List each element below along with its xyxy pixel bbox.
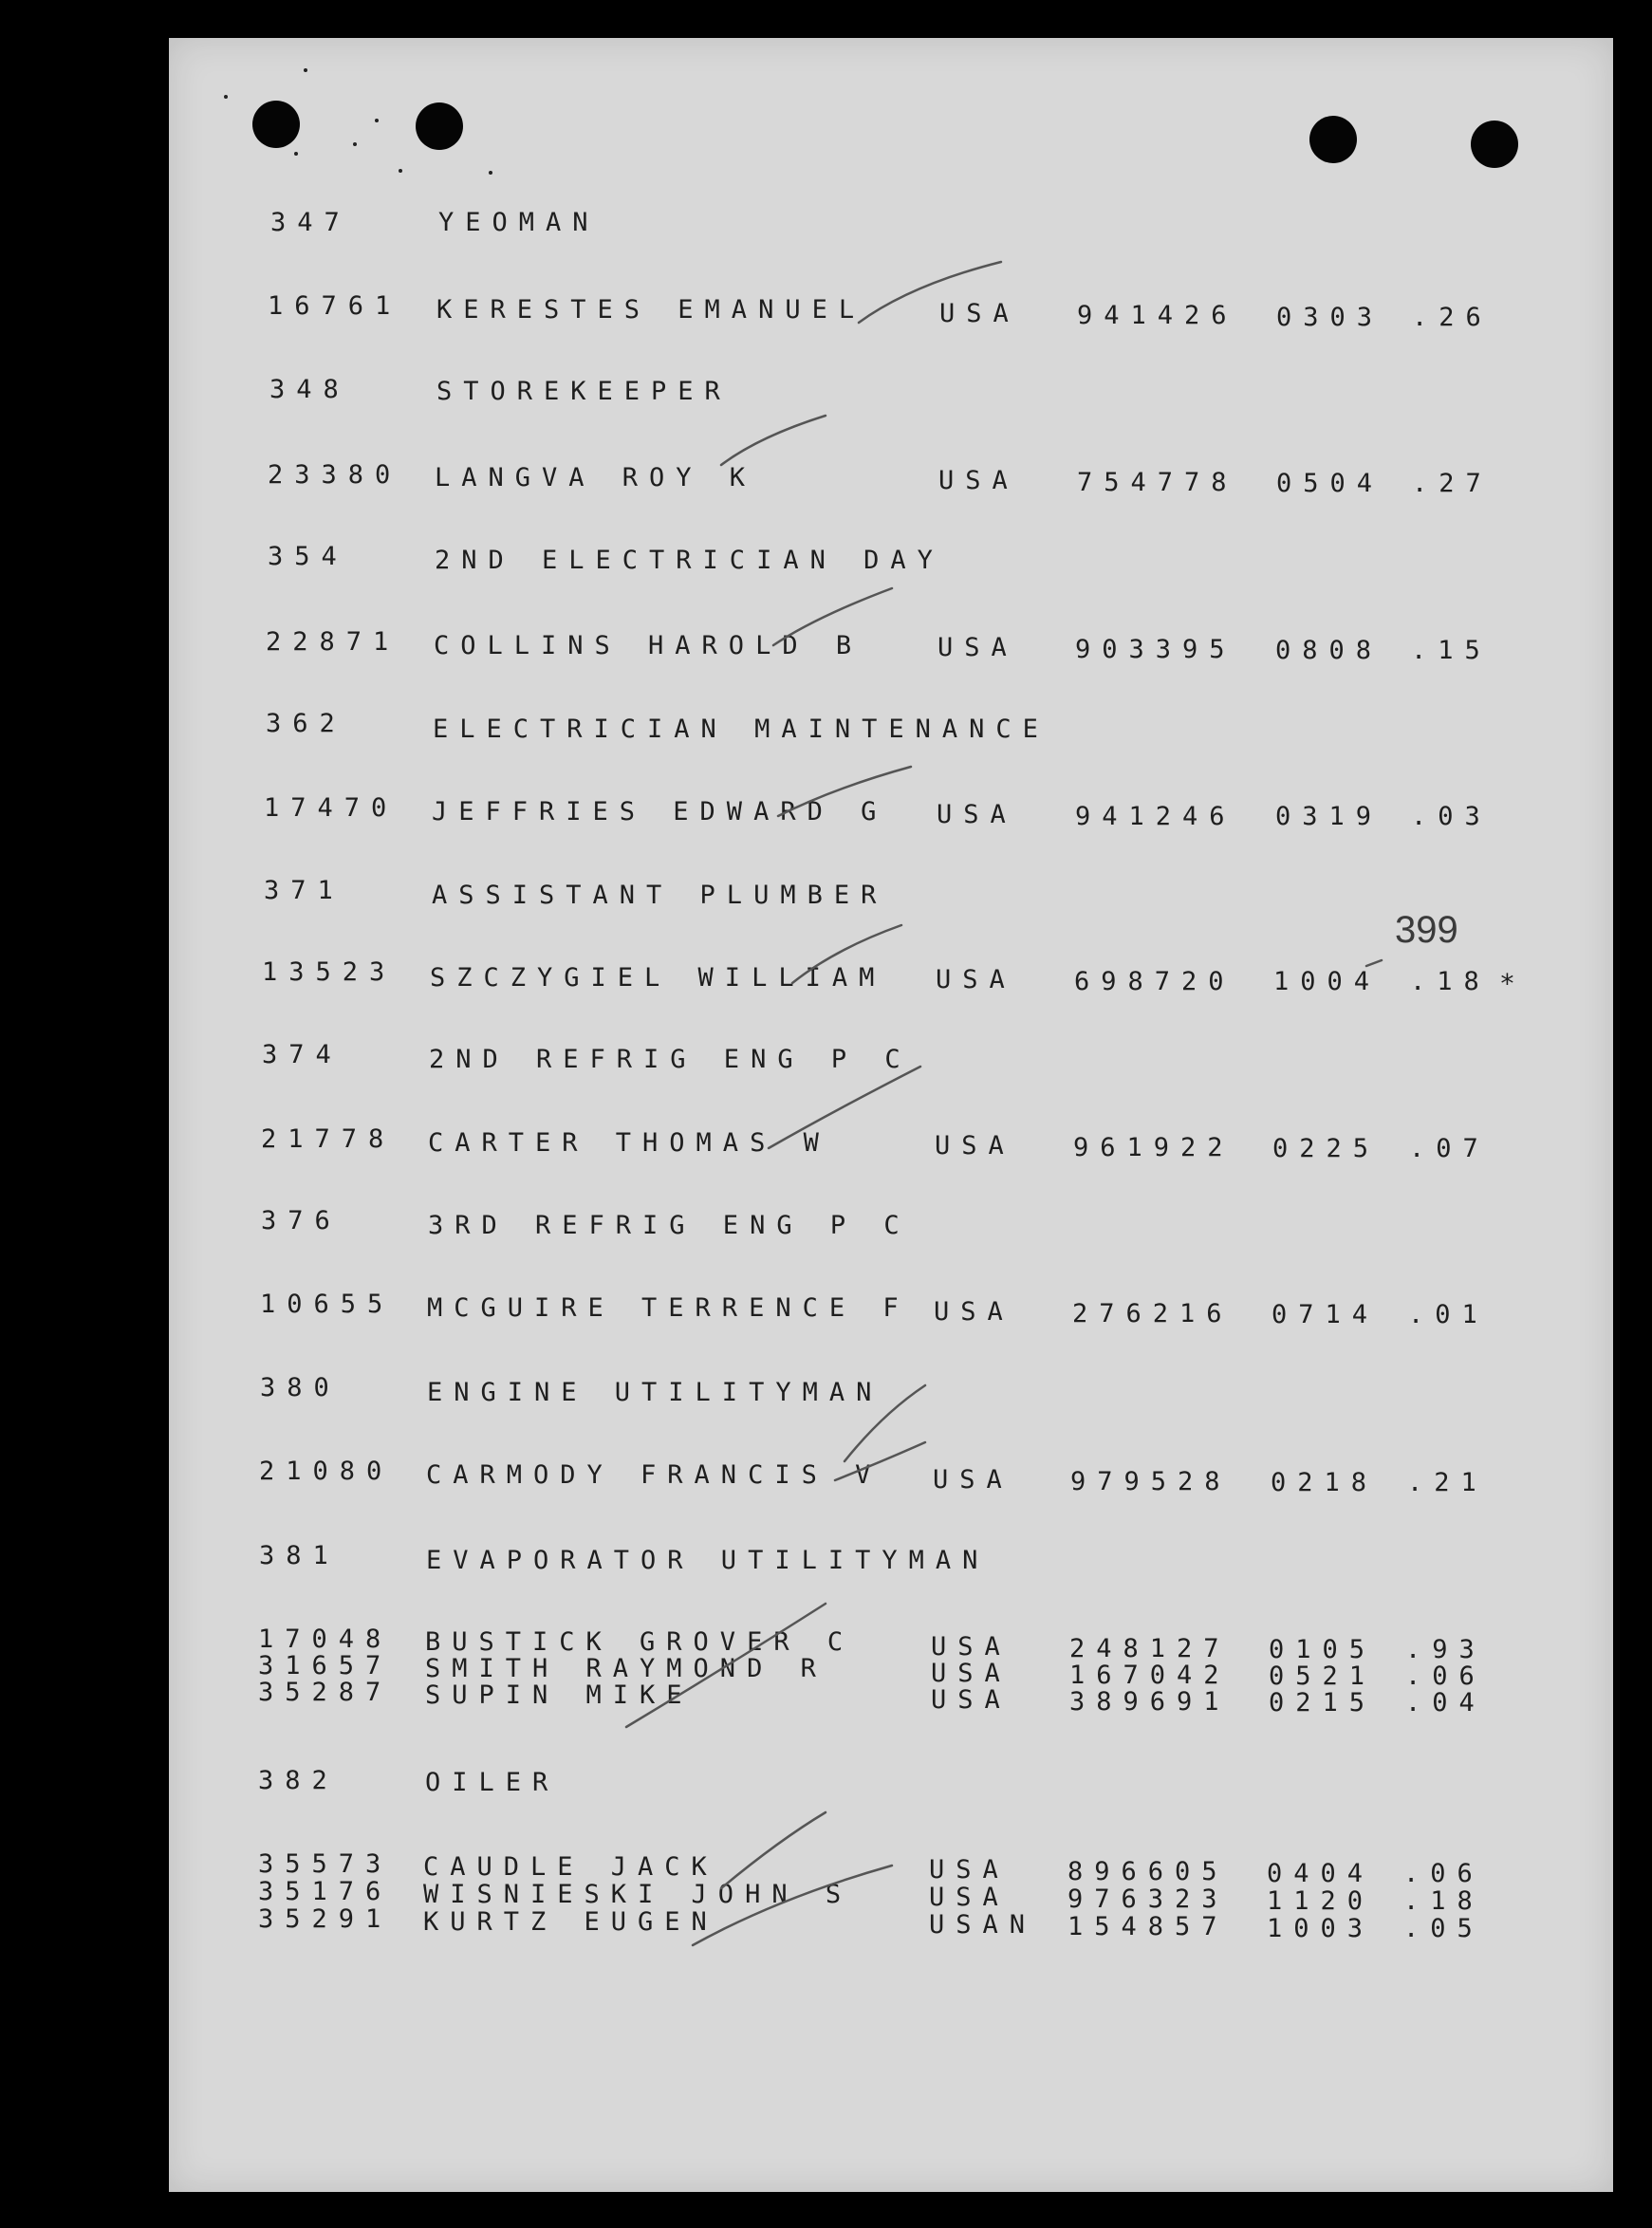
row-number: 979528 <box>1070 1467 1232 1496</box>
page-annotation: 399 <box>1395 909 1458 951</box>
row-country: USA <box>939 299 1020 328</box>
row-id: 10655 <box>260 1290 395 1319</box>
row-value: .04 <box>1405 1688 1486 1717</box>
row-value: .93 <box>1405 1635 1486 1664</box>
row-country: USA <box>934 1297 1014 1327</box>
row-number: 248127 <box>1069 1634 1231 1663</box>
row-value: .06 <box>1403 1859 1484 1888</box>
row-name: CARMODY FRANCIS V <box>426 1460 882 1490</box>
row-id: 16761 <box>268 291 402 321</box>
row-code: 0521 <box>1269 1662 1377 1691</box>
row-value: .06 <box>1405 1662 1486 1691</box>
section-code: 347 <box>270 208 351 237</box>
row-number: 976323 <box>1067 1885 1229 1914</box>
section-title: ELECTRICIAN MAINTENANCE <box>433 715 1049 744</box>
row-number: 154857 <box>1067 1912 1229 1941</box>
row-country: USA <box>935 1131 1015 1160</box>
row-code: 1004 <box>1273 967 1382 996</box>
row-name: KURTZ EUGEN <box>423 1907 718 1937</box>
row-code: 0504 <box>1276 469 1384 498</box>
row-number: 903395 <box>1075 635 1236 664</box>
row-value: .18 <box>1410 967 1491 996</box>
row-number: 754778 <box>1077 468 1238 497</box>
row-name: BUSTICK GROVER C <box>425 1627 855 1657</box>
row-country: USA <box>937 633 1018 662</box>
row-number: 698720 <box>1074 967 1235 996</box>
row-name: SUPIN MIKE <box>425 1680 694 1710</box>
row-country: USA <box>931 1659 1012 1688</box>
section-code: 376 <box>261 1206 342 1235</box>
row-country: USAN <box>929 1910 1037 1940</box>
section-code: 348 <box>269 375 350 404</box>
section-title: ASSISTANT PLUMBER <box>432 881 888 910</box>
row-value: .18 <box>1403 1886 1484 1916</box>
punch-hole-4 <box>1471 121 1518 168</box>
row-code: 0714 <box>1271 1300 1380 1329</box>
row-country: USA <box>931 1632 1012 1662</box>
row-code: 1003 <box>1267 1914 1375 1943</box>
row-country: USA <box>931 1685 1012 1715</box>
row-id: 13523 <box>262 957 397 987</box>
row-id: 35287 <box>258 1678 393 1707</box>
row-code: 0225 <box>1272 1134 1381 1163</box>
row-id: 35291 <box>258 1904 393 1934</box>
section-title: EVAPORATOR UTILITYMAN <box>426 1546 990 1575</box>
row-id: 17470 <box>264 793 399 823</box>
row-value: .03 <box>1411 802 1492 831</box>
row-name: CAUDLE JACK <box>423 1852 718 1882</box>
section-code: 380 <box>260 1373 341 1402</box>
row-name: LANGVA ROY K <box>435 463 757 492</box>
row-value: .26 <box>1412 303 1493 332</box>
row-id: 35176 <box>258 1877 393 1906</box>
row-number: 941246 <box>1075 802 1236 831</box>
punch-hole-1 <box>252 101 300 148</box>
row-name: WISNIESKI JOHN S <box>423 1880 853 1909</box>
row-number: 896605 <box>1067 1857 1229 1886</box>
row-id: 22871 <box>266 627 400 657</box>
row-name: JEFFRIES EDWARD G <box>432 797 888 826</box>
section-code: 374 <box>262 1040 343 1069</box>
section-code: 382 <box>258 1766 339 1795</box>
speck <box>353 142 357 146</box>
row-number: 389691 <box>1069 1687 1231 1717</box>
speck <box>294 152 298 156</box>
row-code: 0215 <box>1269 1688 1377 1717</box>
row-country: USA <box>938 466 1019 495</box>
entry-marker: * <box>1499 968 1515 999</box>
section-code: 371 <box>264 876 344 905</box>
punch-hole-3 <box>1309 116 1357 163</box>
speck <box>399 169 402 173</box>
row-code: 0404 <box>1267 1859 1375 1888</box>
speck <box>304 68 307 72</box>
row-name: SMITH RAYMOND R <box>425 1654 827 1683</box>
row-value: .01 <box>1408 1300 1489 1329</box>
section-title: ENGINE UTILITYMAN <box>427 1378 883 1407</box>
row-value: .05 <box>1403 1914 1484 1943</box>
row-number: 961922 <box>1073 1133 1234 1162</box>
row-name: SZCZYGIEL WILLIAM <box>430 963 886 993</box>
row-id: 21080 <box>259 1457 394 1486</box>
row-number: 276216 <box>1072 1299 1234 1328</box>
row-name: MCGUIRE TERRENCE F <box>427 1293 910 1323</box>
row-id: 31657 <box>258 1651 393 1680</box>
row-code: 0218 <box>1271 1468 1379 1497</box>
row-code: 0105 <box>1269 1635 1377 1664</box>
row-name: KERESTES EMANUEL <box>436 295 866 325</box>
row-code: 0319 <box>1275 802 1383 831</box>
row-code: 1120 <box>1267 1886 1375 1916</box>
row-value: .15 <box>1411 636 1492 665</box>
section-title: 2ND ELECTRICIAN DAY <box>435 546 944 575</box>
section-title: 2ND REFRIG ENG P C <box>429 1045 912 1074</box>
row-value: .07 <box>1409 1134 1490 1163</box>
section-title: YEOMAN <box>438 208 600 237</box>
row-code: 0808 <box>1275 636 1383 665</box>
speck <box>375 119 379 122</box>
row-country: USA <box>933 1465 1013 1495</box>
punch-hole-2 <box>416 102 463 150</box>
speck <box>489 171 492 175</box>
section-code: 381 <box>259 1541 340 1570</box>
section-code: 354 <box>268 542 348 571</box>
row-id: 23380 <box>268 460 402 490</box>
row-id: 35573 <box>258 1849 393 1879</box>
row-country: USA <box>936 965 1016 994</box>
row-name: COLLINS HAROLD B <box>434 631 863 660</box>
row-number: 167042 <box>1069 1661 1231 1690</box>
section-title: 3RD REFRIG ENG P C <box>428 1211 911 1240</box>
section-title: OILER <box>425 1768 560 1797</box>
row-country: USA <box>937 800 1017 829</box>
section-title: STOREKEEPER <box>436 377 732 406</box>
row-id: 17048 <box>258 1625 393 1654</box>
row-country: USA <box>929 1855 1010 1885</box>
row-number: 941426 <box>1077 301 1238 330</box>
row-code: 0303 <box>1276 303 1384 332</box>
row-id: 21778 <box>261 1124 396 1154</box>
speck <box>224 95 228 99</box>
row-value: .27 <box>1412 469 1493 498</box>
row-value: .21 <box>1407 1468 1488 1497</box>
row-name: CARTER THOMAS W <box>428 1128 830 1158</box>
row-country: USA <box>929 1883 1010 1912</box>
section-code: 362 <box>266 709 346 738</box>
